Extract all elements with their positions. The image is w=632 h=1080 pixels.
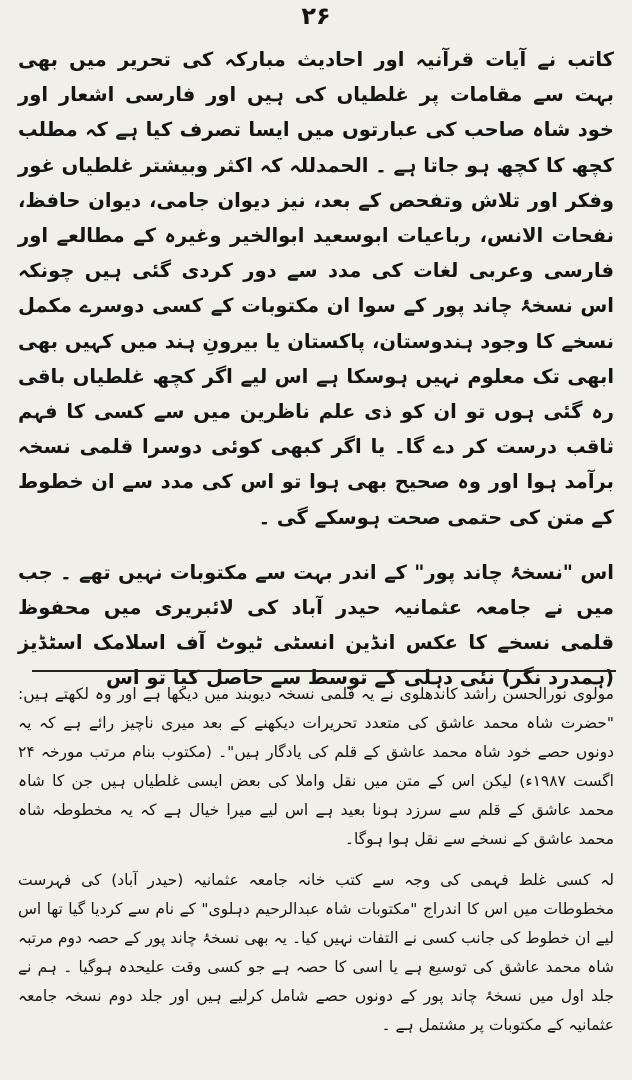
footnotes bbox=[18, 680, 614, 1040]
main-paragraph-1: کاتب نے آیات قرآنیہ اور احادیث مبارکہ کی تحریر میں بھی بہت سے مقامات پر غلطیاں کی ہیں اور فارسی اشعار اور خود شاہ صاحب کی عبارتوں میں ایسا تصرف کیا ہے کہ مطلب کچھ کا کچھ ہو جاتا ہے ۔ الحمدللہ کہ اکثر وبیشتر غلطیاں غور وفکر اور تلاش وتفحص کے بعد، نیز دیوان جامی، دیوان حافظ، نفحات الانس، رباعیات ابوسعید ابوالخیر وغیرہ کے مطالعے اور فارسی وعربی لغات کی مدد سے دور کردی گئی ہیں چونکہ اس نسخۂ چاند پور کے سوا ان مکتوبات کے کسی دوسرے مکمل نسخے کا وجود ہندوستان، پاکستان یا بیرونِ ہند میں کہیں بھی ابھی تک معلوم نہیں ہوسکا ہے اس لیے اگر کچھ غلطیاں باقی رہ گئی ہوں تو ان کو ذی علم ناظرین میں سے کسی کا فہم ثاقب درست کر دے گا۔ یا اگر کبھی کوئی دوسرا قلمی نسخہ برآمد ہوا اور وہ صحیح بھی ہوا تو اس کی مدد سے ان خطوط کے متن کی حتمی صحت ہوسکے گی ۔ bbox=[18, 48, 614, 529]
main-paragraph-2: اس "نسخۂ چاند پور" کے اندر بہت سے مکتوبات نہیں تھے ۔ جب میں نے جامعہ عثمانیہ حیدر آباد کی لائبریری میں محفوظ قلمی نسخے کا عکس انڈین انسٹی ٹیوٹ آف اسلامک اسٹڈیز (ہمدرد نگر) نئی دہلی کے توسط سے حاصل کیا تو اس bbox=[18, 560, 614, 690]
page-number: ۲۶ bbox=[301, 2, 331, 30]
footnote-2: لہ کسی غلط فہمی کی وجہ سے کتب خانہ جامعہ عثمانیہ (حیدر آباد) کی فہرست مخطوطات میں اس کا اندراج "مکتوبات شاہ عبدالرحیم دہلوی" کے نام سے کردیا گیا تھا اس لیے ان خطوط کی جانب کسی نے التفات نہیں کیا۔ یہ بھی نسخۂ چاند پور کے حصہ دوم مرتبہ شاہ محمد عاشق کی توسیع ہے یا اسی کا حصہ ہے جو کسی وقت علیحدہ ہوگیا ۔ ہم نے جلد اول میں نسخۂ چاند پور کے دونوں حصے شامل کرلیے ہیں اور جلد دوم نسخہ جامعہ عثمانیہ کے مکتوبات پر مشتمل ہے ۔ bbox=[18, 871, 614, 1034]
footnote-divider bbox=[32, 670, 616, 672]
footnote-1: مولوی نورالحسن راشد کاندھلوی نے یہ قلمی نسخہ دیوبند میں دیکھا ہے اور وہ لکھتے ہیں: "حضرت شاہ محمد عاشق کی متعدد تحریرات دیکھنے کے بعد میری ناچیز رائے ہے کہ یہ دونوں حصے خود شاہ محمد عاشق کے قلم کی یادگار ہیں"۔ (مکتوب بنام مرتب مورخہ ۲۴ اگست ۱۹۸۷ء) لیکن اس کے متن میں نقل واملا کی بعض ایسی غلطیاں ہیں جن کا شاہ محمد عاشق کے قلم سے سرزد ہونا بعید ہے اس لیے میرا خیال ہے کہ یہ مخطوطہ شاہ محمد عاشق کے نسخے سے نقل ہوا ہوگا۔ bbox=[18, 685, 614, 848]
main-text bbox=[18, 42, 614, 696]
